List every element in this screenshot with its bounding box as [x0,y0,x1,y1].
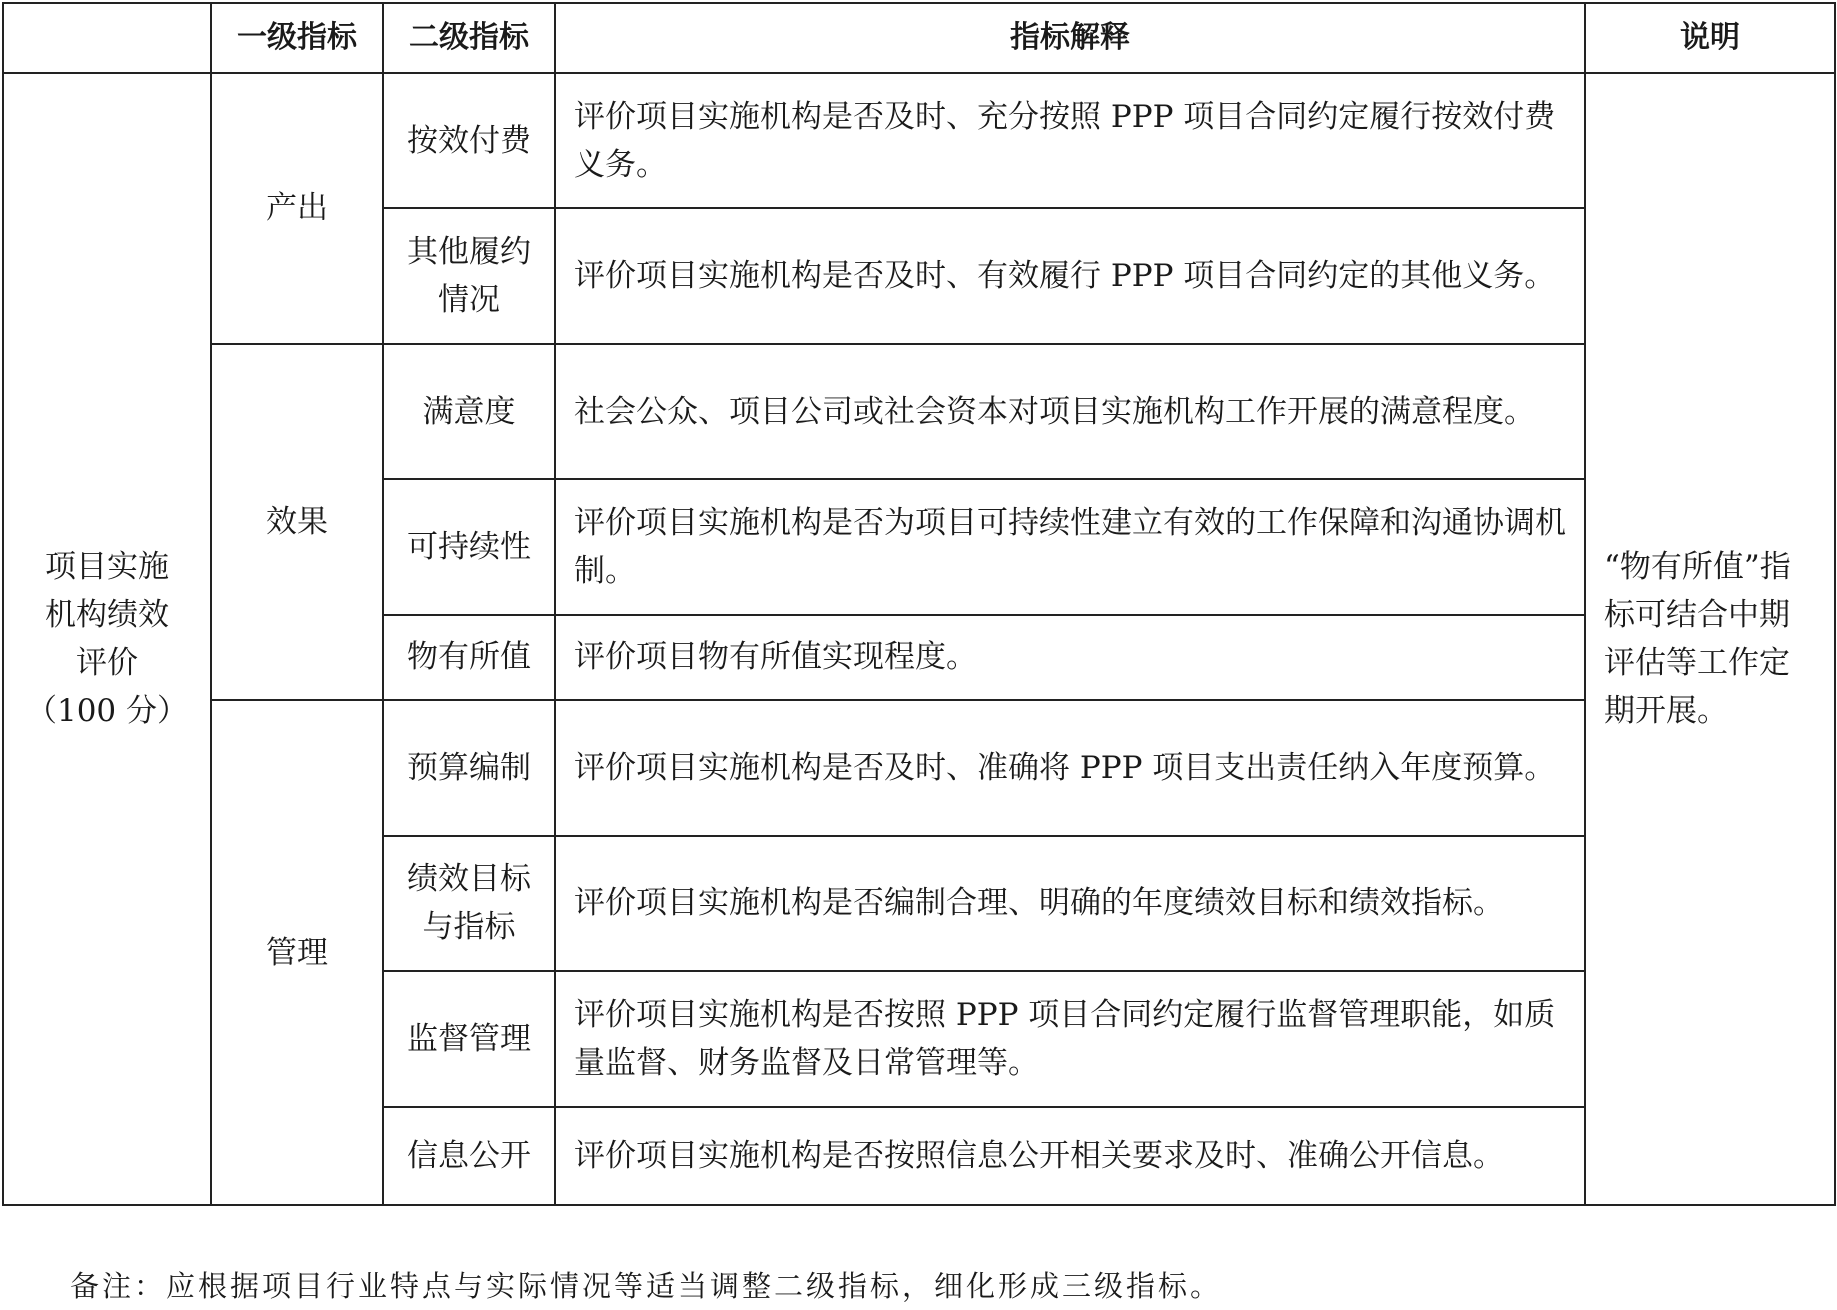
table-row [3,73,1835,208]
level2-cell: 绩效目标与指标 [383,836,555,971]
header-explanation: 指标解释 [555,3,1585,73]
table-row [3,700,1835,835]
level2-cell: 监督管理 [383,971,555,1106]
table-row [3,344,1835,479]
header-blank-cell [3,3,211,73]
explanation-cell: 评价项目实施机构是否为项目可持续性建立有效的工作保障和沟通协调机制。 [555,479,1585,614]
level1-management-cell: 管理 [211,700,383,1205]
level2-cell: 其他履约情况 [383,208,555,343]
header-level2-indicator: 二级指标 [383,3,555,73]
main-indicator-line: 评价 [76,645,138,681]
explanation-cell: 评价项目实施机构是否按照 PPP 项目合同约定履行监督管理职能，如质量监督、财务监督及日常管理等。 [555,971,1585,1106]
explanation-cell: 评价项目实施机构是否及时、有效履行 PPP 项目合同约定的其他义务。 [555,208,1585,343]
explanation-cell: 评价项目实施机构是否编制合理、明确的年度绩效目标和绩效指标。 [555,836,1585,971]
level2-cell: 满意度 [383,344,555,479]
level1-effect-cell: 效果 [211,344,383,700]
level2-cell: 可持续性 [383,479,555,614]
main-indicator-line: 项目实施 [45,548,169,585]
explanation-cell: 评价项目实施机构是否按照信息公开相关要求及时、准确公开信息。 [555,1107,1585,1205]
table-header-row [3,3,1835,73]
level1-output-cell: 产出 [211,73,383,344]
level2-cell: 信息公开 [383,1107,555,1205]
level2-cell: 按效付费 [383,73,555,208]
performance-indicator-table [2,2,1836,1206]
header-level1-indicator: 一级指标 [211,3,383,73]
explanation-cell: 评价项目实施机构是否及时、充分按照 PPP 项目合同约定履行按效付费义务。 [555,73,1585,208]
footnote: 备注：应根据项目行业特点与实际情况等适当调整二级指标，细化形成三级指标。 [70,1269,1223,1303]
header-note: 说明 [1585,3,1835,73]
main-indicator-cell [3,73,211,1205]
note-cell: “物有所值”指标可结合中期评估等工作定期开展。 [1585,73,1835,1205]
level2-cell: 物有所值 [383,615,555,701]
level2-cell: 预算编制 [383,700,555,835]
explanation-cell: 评价项目物有所值实现程度。 [555,615,1585,701]
main-indicator-line: 机构绩效 [45,596,169,633]
explanation-cell: 社会公众、项目公司或社会资本对项目实施机构工作开展的满意程度。 [555,344,1585,479]
main-indicator-line: （100 分） [25,693,189,730]
explanation-cell: 评价项目实施机构是否及时、准确将 PPP 项目支出责任纳入年度预算。 [555,700,1585,835]
